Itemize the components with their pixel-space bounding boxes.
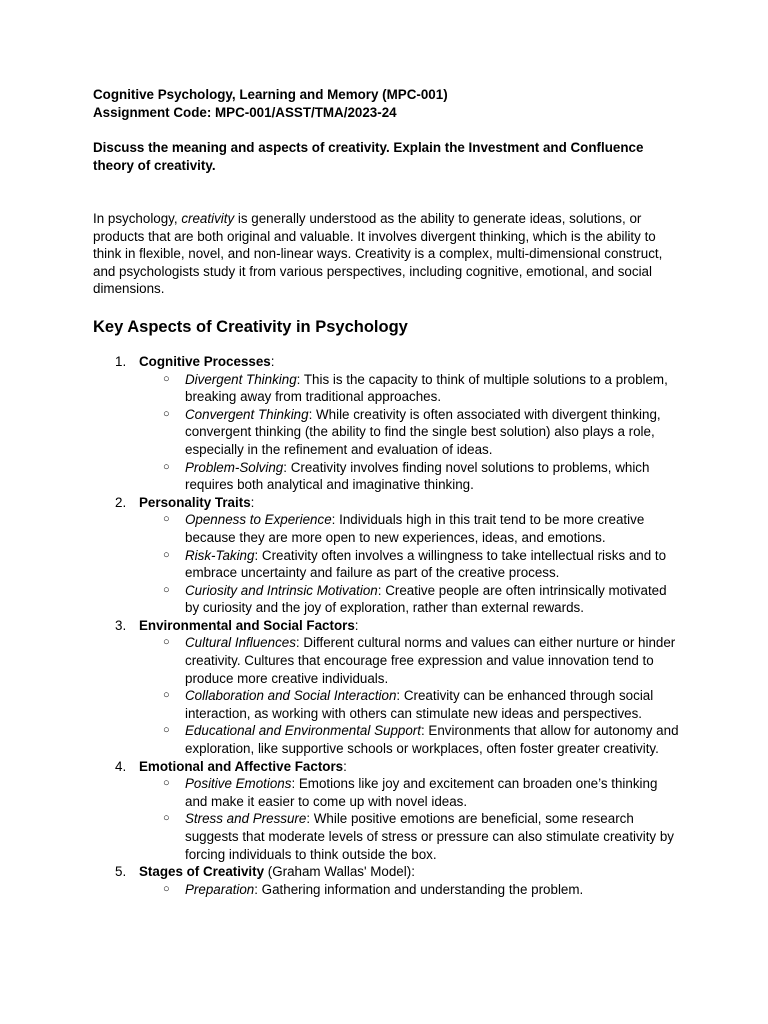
aspect-subitem: [139, 459, 683, 494]
aspect-subitem: [139, 582, 683, 617]
subitem-text: : Creativity can be enhanced through social interaction, as working with others can stimulate new ideas and perspectives.: [185, 688, 654, 721]
hollow-bullet-icon: ○: [163, 882, 170, 895]
assignment-code: Assignment Code: MPC-001/ASST/TMA/2023-24: [93, 105, 397, 120]
aspect-sublist: [139, 775, 683, 863]
subitem-term: Positive Emotions: [185, 776, 292, 792]
aspect-suffix: :: [250, 494, 255, 510]
subitem-text: : Creativity often involves a willingness to take intellectual risks and to embrace uncertainty and failure as part of the creative process.: [185, 547, 667, 581]
subitem-term: Convergent Thinking: [185, 406, 309, 422]
aspect-number: 5.: [115, 864, 127, 880]
aspect-item: [93, 617, 683, 758]
subitem-term: Problem-Solving: [185, 459, 284, 475]
aspect-subitem: [139, 547, 683, 582]
subitem-term: Collaboration and Social Interaction: [185, 688, 397, 704]
aspect-subitem: [139, 687, 683, 722]
intro-body: is generally understood as the ability to generate ideas, solutions, or products that are both original and valuable. It involves divergent thinking, which is the ability to think in flexible, novel, and non-linear ways. Creativity is a complex, multi-dimensional construct, and psychologists study it from various perspectives, including cognitive, emotional, and social dimensions.: [93, 211, 663, 297]
aspect-suffix: :: [343, 758, 347, 774]
hollow-bullet-icon: ○: [163, 513, 170, 526]
subitem-term: Stress and Pressure: [185, 811, 307, 827]
aspect-number: 1.: [115, 353, 127, 369]
assignment-question: Discuss the meaning and aspects of creativity. Explain the Investment and Confluence theory of creativity.: [93, 140, 644, 173]
subitem-text: : This is the capacity to think of multiple solutions to a problem, breaking away from traditional approaches.: [185, 371, 668, 405]
subitem-text: : While creativity is often associated with divergent thinking, convergent thinking (the ability to find the single best solution) also plays a role, especially in the refinement and evaluation of ideas.: [185, 406, 661, 457]
subitem-term: Curiosity and Intrinsic Motivation: [185, 582, 378, 598]
aspect-title: Environmental and Social Factors: [139, 617, 355, 633]
course-title: Cognitive Psychology, Learning and Memory (MPC-001): [93, 87, 448, 102]
hollow-bullet-icon: ○: [163, 812, 170, 825]
aspect-suffix: :: [354, 617, 359, 633]
section-heading: Key Aspects of Creativity in Psychology: [93, 317, 408, 336]
subitem-term: Preparation: [185, 881, 255, 897]
intro-paragraph: [93, 210, 683, 298]
subitem-term: Cultural Influences: [185, 635, 296, 651]
aspect-title: Emotional and Affective Factors: [139, 758, 344, 774]
aspect-subitem: [139, 810, 683, 863]
aspect-subitem: [139, 722, 683, 757]
hollow-bullet-icon: ○: [163, 372, 170, 385]
hollow-bullet-icon: ○: [163, 548, 170, 561]
intro-term: creativity: [181, 211, 235, 226]
subitem-term: Openness to Experience: [185, 512, 332, 528]
aspect-number: 4.: [115, 758, 127, 774]
subitem-term: Divergent Thinking: [185, 371, 297, 387]
hollow-bullet-icon: ○: [163, 689, 170, 702]
aspect-title: Stages of Creativity: [139, 864, 265, 880]
aspect-subitem: [139, 634, 683, 687]
aspect-sublist: [139, 511, 683, 617]
subitem-text: : Gathering information and understanding the problem.: [254, 881, 584, 897]
hollow-bullet-icon: ○: [163, 407, 170, 420]
hollow-bullet-icon: ○: [163, 583, 170, 596]
aspect-suffix: :: [270, 353, 275, 369]
aspect-title: Personality Traits: [139, 494, 251, 510]
subitem-text: : Different cultural norms and values can either nurture or hinder creativity. Cultures that encourage free expression and value innovation tend to produce more creative individuals.: [185, 635, 676, 686]
aspect-item: [93, 863, 683, 898]
aspect-subitem: [139, 881, 683, 899]
hollow-bullet-icon: ○: [163, 777, 170, 790]
hollow-bullet-icon: ○: [163, 460, 170, 473]
hollow-bullet-icon: ○: [163, 636, 170, 649]
subitem-text: : Environments that allow for autonomy and exploration, like supportive schools or workplaces, often foster greater creativity.: [185, 723, 679, 757]
aspect-sublist: [139, 634, 683, 757]
subitem-text: : Creativity involves finding novel solutions to problems, which requires both analytical and imaginative thinking.: [185, 459, 650, 493]
hollow-bullet-icon: ○: [163, 724, 170, 737]
aspect-subitem: [139, 775, 683, 810]
subitem-text: : While positive emotions are beneficial, some research suggests that moderate levels of stress or pressure can also stimulate creativity by forcing individuals to think outside the box.: [185, 811, 674, 862]
aspect-title: Cognitive Processes: [139, 353, 271, 369]
subitem-term: Risk-Taking: [185, 547, 255, 563]
aspect-item: [93, 353, 683, 494]
aspect-sublist: [139, 881, 683, 899]
aspect-number: 3.: [115, 617, 127, 633]
aspect-subitem: [139, 371, 683, 406]
subitem-term: Educational and Environmental Support: [185, 723, 421, 739]
aspect-number: 2.: [115, 494, 127, 510]
subitem-text: : Individuals high in this trait tend to be more creative because they are more open to new experiences, ideas, and emotions.: [185, 512, 645, 545]
aspects-list: [93, 353, 683, 898]
aspect-item: [93, 494, 683, 617]
aspect-item: [93, 758, 683, 864]
document-page: [93, 86, 683, 898]
aspect-subitem: [139, 406, 683, 459]
aspect-sublist: [139, 371, 683, 494]
subitem-text: : Emotions like joy and excitement can broaden one’s thinking and make it easier to come up with novel ideas.: [185, 776, 658, 809]
intro-lead: In psychology,: [93, 211, 182, 226]
subitem-text: : Creative people are often intrinsically motivated by curiosity and the joy of exploration, rather than external rewards.: [185, 582, 667, 616]
aspect-subitem: [139, 511, 683, 546]
aspect-suffix: (Graham Wallas' Model):: [264, 864, 415, 880]
